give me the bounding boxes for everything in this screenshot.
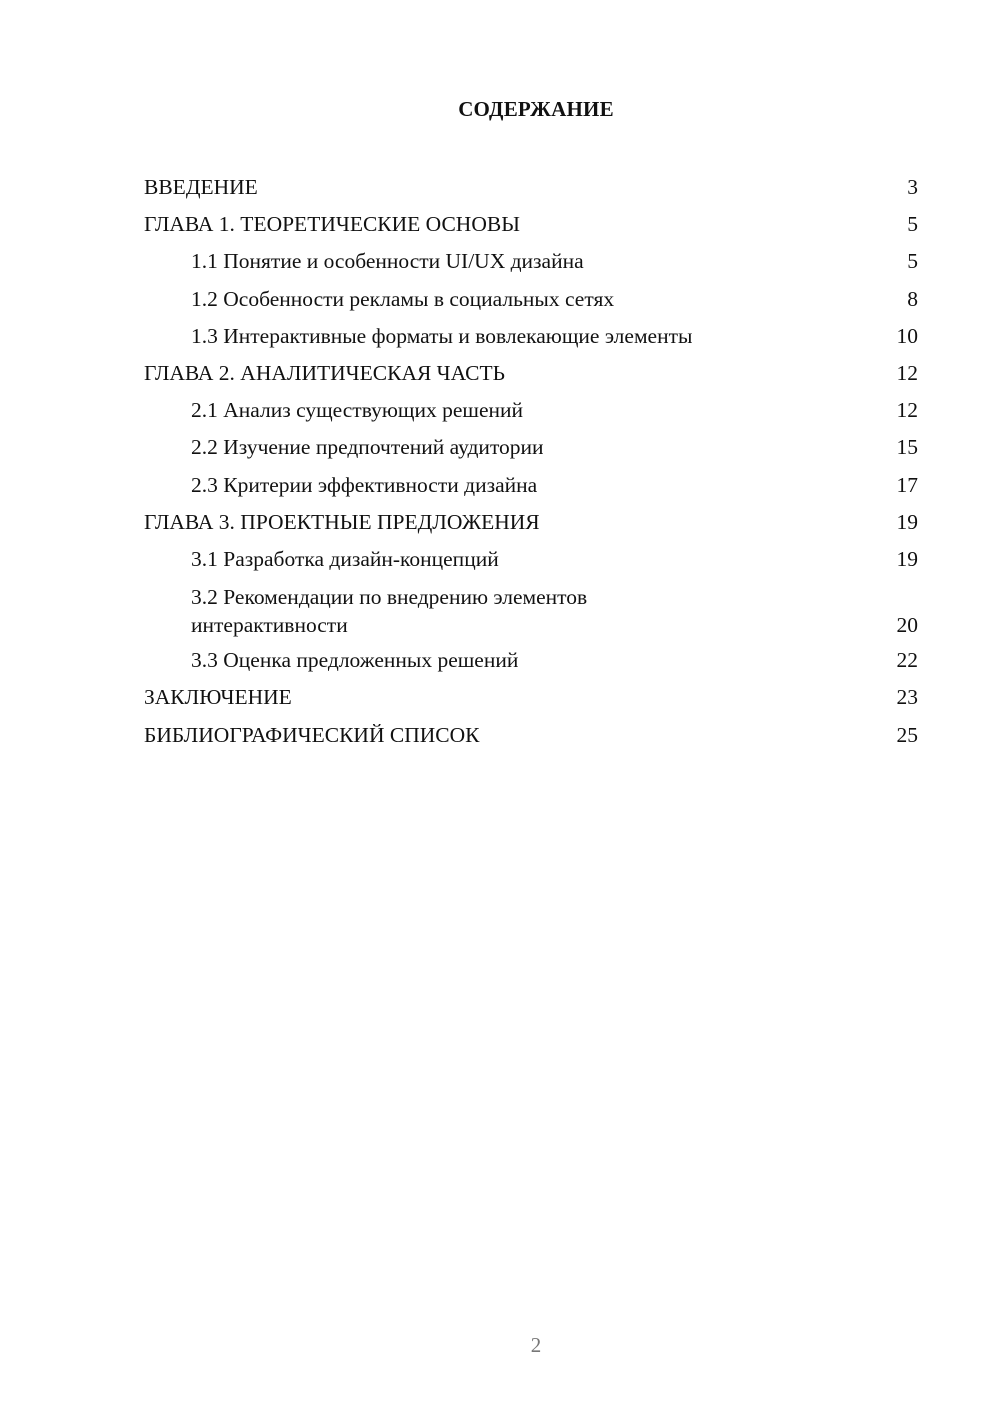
table-of-contents (144, 169, 918, 754)
toc-entry-label: ГЛАВА 1. ТЕОРЕТИЧЕСКИЕ ОСНОВЫ (144, 212, 520, 237)
toc-entry-label: ГЛАВА 3. ПРОЕКТНЫЕ ПРЕДЛОЖЕНИЯ (144, 509, 540, 534)
toc-entry-label: БИБЛИОГРАФИЧЕСКИЙ СПИСОК (144, 722, 480, 747)
toc-entry-section-3-3[interactable] (144, 642, 918, 679)
toc-entry-section-1-1[interactable] (144, 243, 918, 280)
toc-entry-page: 23 (896, 685, 918, 710)
toc-entry-section-1-2[interactable] (144, 281, 918, 318)
toc-entry-label: 1.3 Интерактивные форматы и вовлекающие элементы (191, 323, 693, 348)
toc-entry-section-3-2[interactable] (144, 578, 918, 642)
toc-entry-page: 12 (896, 398, 918, 423)
toc-entry-section-3-1[interactable] (144, 541, 918, 578)
toc-entry-page: 12 (896, 361, 918, 386)
toc-entry-label: 3.2 Рекомендации по внедрению элементов интерактивности (191, 585, 588, 637)
page-number: 2 (530, 1333, 542, 1357)
toc-entry-label: 2.1 Анализ существующих решений (191, 398, 524, 423)
toc-entry-page: 10 (896, 323, 918, 348)
toc-title: СОДЕРЖАНИЕ (458, 97, 614, 121)
toc-entry-page: 3 (907, 175, 918, 199)
toc-entry-page: 5 (907, 212, 918, 237)
toc-entry-section-2-2[interactable] (144, 429, 918, 466)
toc-entry-label: ЗАКЛЮЧЕНИЕ (144, 685, 292, 710)
toc-entry-page: 22 (896, 648, 918, 673)
toc-entry-page: 15 (896, 435, 918, 460)
toc-entry-page: 17 (896, 472, 918, 497)
toc-entry-page: 19 (896, 509, 918, 534)
toc-entry-label: ГЛАВА 2. АНАЛИТИЧЕСКАЯ ЧАСТЬ (144, 361, 505, 386)
toc-entry-page: 5 (907, 249, 918, 274)
toc-entry-page: 20 (896, 612, 918, 637)
toc-entry-section-2-3[interactable] (144, 467, 918, 504)
toc-entry-section-2-1[interactable] (144, 392, 918, 429)
toc-entry-page: 19 (896, 547, 918, 572)
toc-entry-chapter-1[interactable] (144, 206, 918, 243)
toc-entry-label: 2.3 Критерии эффективности дизайна (191, 472, 538, 497)
toc-entry-label: 1.1 Понятие и особенности UI/UX дизайна (191, 249, 584, 274)
toc-entry-page: 8 (907, 286, 918, 311)
toc-entry-chapter-3[interactable] (144, 504, 918, 541)
toc-entry-introduction[interactable] (144, 169, 918, 206)
toc-entry-label: 3.3 Оценка предложенных решений (191, 648, 519, 673)
toc-entry-chapter-2[interactable] (144, 355, 918, 392)
toc-entry-conclusion[interactable] (144, 679, 918, 716)
toc-entry-label: 1.2 Особенности рекламы в социальных сетях (191, 286, 615, 311)
toc-entry-label: 3.1 Разработка дизайн-концепций (191, 547, 499, 572)
toc-entry-label: 2.2 Изучение предпочтений аудитории (191, 435, 544, 460)
toc-entry-label: ВВЕДЕНИЕ (144, 175, 258, 199)
toc-entry-page: 25 (896, 722, 918, 747)
toc-entry-bibliography[interactable] (144, 717, 918, 754)
toc-entry-section-1-3[interactable] (144, 318, 918, 355)
